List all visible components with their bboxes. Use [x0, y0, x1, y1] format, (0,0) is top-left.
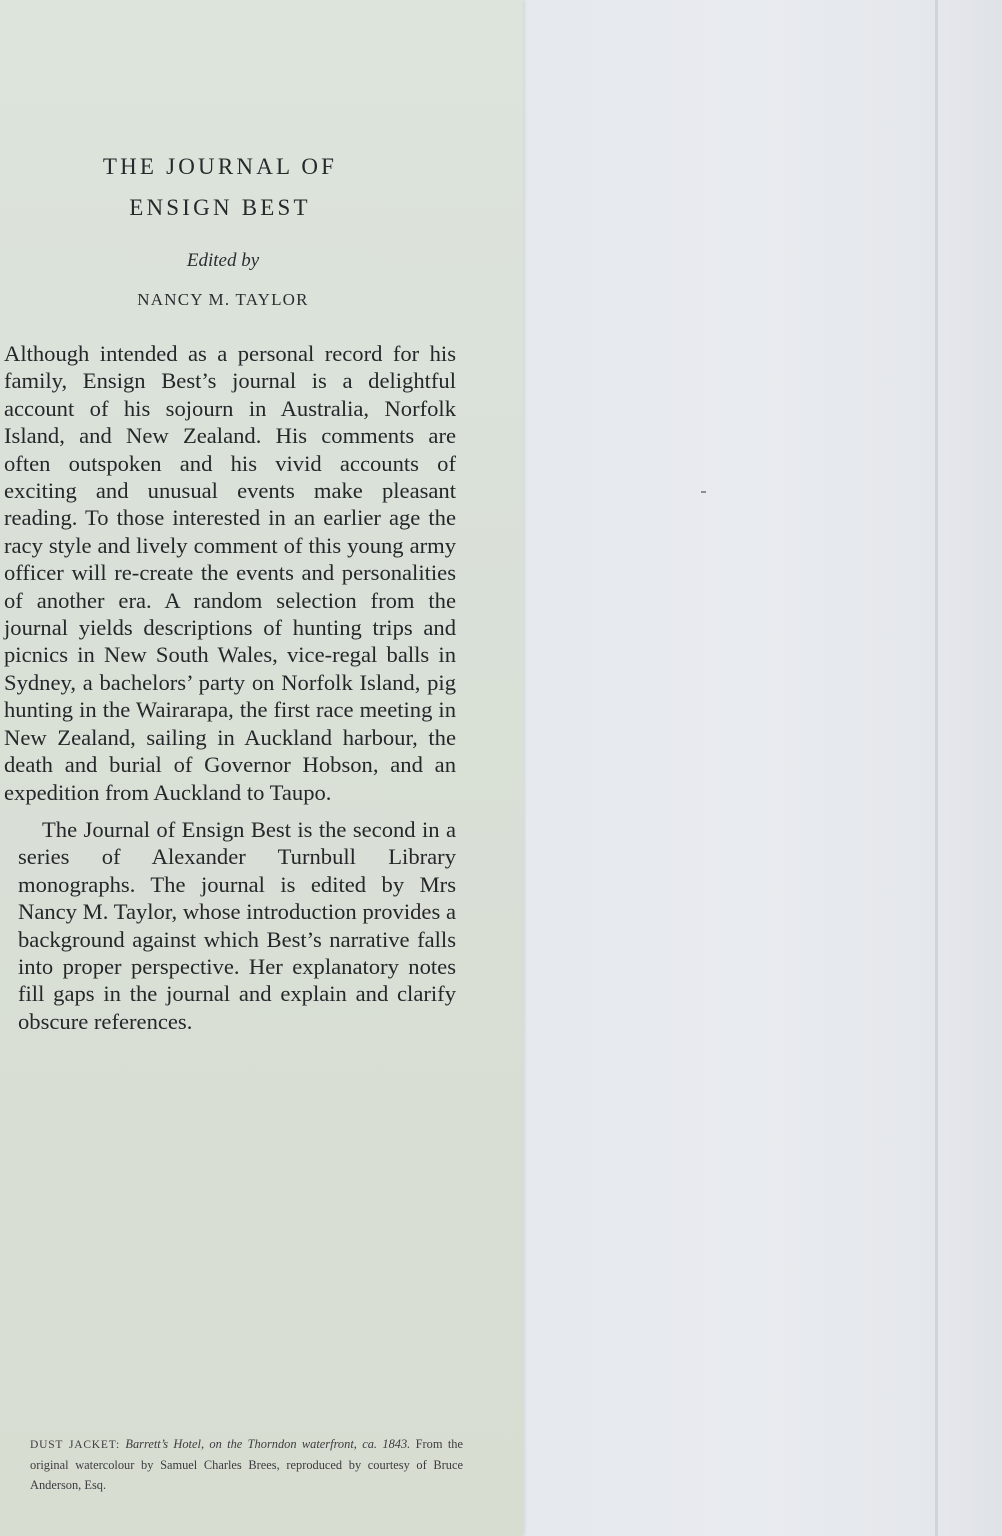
credit-label: DUST JACKET:: [30, 1439, 120, 1451]
editor-name: NANCY M. TAYLOR: [137, 290, 309, 309]
board-edge-line: [935, 0, 938, 1536]
blurb-text: [4, 340, 456, 1035]
credit-source: From the original watercolour by Samuel Charles Brees, reproduced by courtesy of Bruce Anderson, Esq.: [30, 1437, 463, 1492]
book-title-line-1: THE JOURNAL OF: [102, 154, 338, 179]
blurb-paragraph-1: Although intended as a personal record for his family, Ensign Best’s journal is a delightful account of his sojourn in Australia, Norfolk Island, and New Zealand. His comments are often outspoken and his vivid accounts of exciting and unusual events make pleasant reading. To those interested in an earlier age the racy style and lively comment of this young army officer will re-create the events and personalities of another era. A random selection from the journal yields descriptions of hunting trips and picnics in New South Wales, vice-regal balls in Sydney, a bachelors’ party on Norfolk Island, pig hunting in the Wairarapa, the first race meeting in New Zealand, sailing in Auckland harbour, the death and burial of Governor Hobson, and an expedition from Auckland to Taupo.: [4, 341, 456, 805]
credit-artwork-title: Barrett’s Hotel, on the Thorndon waterfront, ca. 1843.: [125, 1437, 411, 1451]
book-title-line-2: ENSIGN BEST: [129, 195, 311, 220]
edited-by-label: Edited by: [186, 250, 260, 271]
board-speck: [701, 491, 706, 493]
cover-board: [523, 0, 1002, 1536]
dust-jacket-credit: [30, 1434, 463, 1495]
blurb-paragraph-2: The Journal of Ensign Best is the second in a series of Alexander Turnbull Library monographs. The journal is edited by Mrs Nancy M. Taylor, whose introduction provides a background against which Best’s narrative falls into proper perspective. Her explanatory notes fill gaps in the journal and explain and clarify obscure references.: [18, 816, 456, 1034]
